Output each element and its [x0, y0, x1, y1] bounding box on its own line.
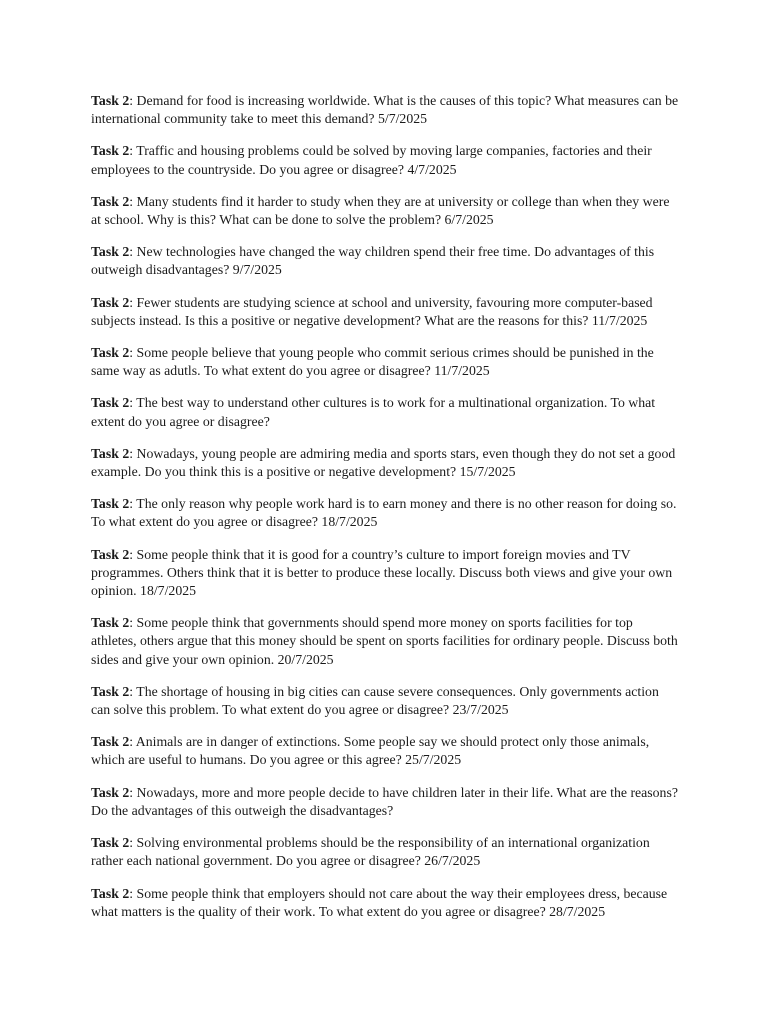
task-label: Task 2 [91, 734, 130, 750]
task-paragraph [91, 92, 681, 128]
task-paragraph [91, 243, 681, 279]
task-paragraph [91, 784, 681, 820]
task-text: : Solving environmental problems should be the responsibility of an international organization rather each national government. Do you agree or disagree? 26/7/2025 [91, 835, 650, 869]
task-paragraph [91, 733, 681, 769]
task-label: Task 2 [91, 615, 130, 631]
task-text: : Nowadays, more and more people decide to have children later in their life. What are the reasons? Do the advantages of this outweigh the disadvantages? [91, 784, 678, 818]
task-label: Task 2 [91, 244, 130, 260]
task-text: : Some people believe that young people who commit serious crimes should be punished in the same way as adutls. To what extent do you agree or disagree? 11/7/2025 [91, 345, 654, 379]
task-paragraph [91, 683, 681, 719]
task-label: Task 2 [91, 294, 130, 310]
task-text: : Traffic and housing problems could be solved by moving large companies, factories and their employees to the countryside. Do you agree or disagree? 4/7/2025 [91, 143, 652, 177]
task-label: Task 2 [91, 546, 130, 562]
task-paragraph [91, 344, 681, 380]
task-label: Task 2 [91, 345, 130, 361]
task-text: : Demand for food is increasing worldwide. What is the causes of this topic? What measures can be international community take to meet this demand? 5/7/2025 [91, 93, 679, 127]
task-text: : Animals are in danger of extinctions. Some people say we should protect only those animals, which are useful to humans. Do you agree or this agree? 25/7/2025 [91, 734, 650, 768]
task-text: : New technologies have changed the way children spend their free time. Do advantages of this outweigh disadvantages? 9/7/2025 [91, 244, 655, 278]
task-label: Task 2 [91, 835, 130, 851]
task-paragraph [91, 546, 681, 601]
task-text: : Some people think that it is good for a country’s culture to import foreign movies and TV programmes. Others think that it is better to produce these locally. Discuss both views and give your own opinion. 18/7/2025 [91, 546, 673, 599]
task-text: : Nowadays, young people are admiring media and sports stars, even though they do not set a good example. Do you think this is a positive or negative development? 15/7/2025 [91, 445, 676, 480]
task-text: : Many students find it harder to study when they are at university or college than when they were at school. Why is this? What can be done to solve the problem? 6/7/2025 [91, 193, 670, 228]
task-paragraph [91, 834, 681, 870]
document-page [91, 92, 681, 935]
task-label: Task 2 [91, 784, 130, 800]
task-paragraph [91, 294, 681, 330]
task-paragraph [91, 445, 681, 481]
task-text: : The only reason why people work hard is to earn money and there is no other reason for doing so. To what extent do you agree or disagree? 18/7/2025 [91, 496, 677, 530]
task-label: Task 2 [91, 193, 130, 209]
task-text: : The shortage of housing in big cities can cause severe consequences. Only governments action can solve this problem. To what extent do you agree or disagree? 23/7/2025 [91, 683, 659, 718]
task-label: Task 2 [91, 445, 130, 461]
task-paragraph [91, 394, 681, 430]
task-label: Task 2 [91, 496, 130, 512]
task-paragraph [91, 614, 681, 669]
task-text: : Some people think that employers should not care about the way their employees dress, because what matters is the quality of their work. To what extent do you agree or disagree? 28/7/2025 [91, 885, 668, 919]
task-label: Task 2 [91, 683, 130, 699]
task-paragraph [91, 193, 681, 229]
task-text: : The best way to understand other cultures is to work for a multinational organization. To what extent do you agree or disagree? [91, 395, 656, 429]
task-text: : Fewer students are studying science at school and university, favouring more computer-based subjects instead. Is this a positive or negative development? What are the reasons for this? 11/7/2025 [91, 294, 653, 328]
task-paragraph [91, 885, 681, 921]
task-label: Task 2 [91, 93, 130, 108]
task-paragraph [91, 495, 681, 531]
task-label: Task 2 [91, 395, 130, 411]
task-text: : Some people think that governments should spend more money on sports facilities for top athletes, others argue that this money should be spent on sports facilities for ordinary people. Discuss both sides and give your own opinion. 20/7/2025 [91, 615, 678, 667]
task-label: Task 2 [91, 143, 130, 159]
task-label: Task 2 [91, 885, 130, 901]
task-paragraph [91, 142, 681, 178]
